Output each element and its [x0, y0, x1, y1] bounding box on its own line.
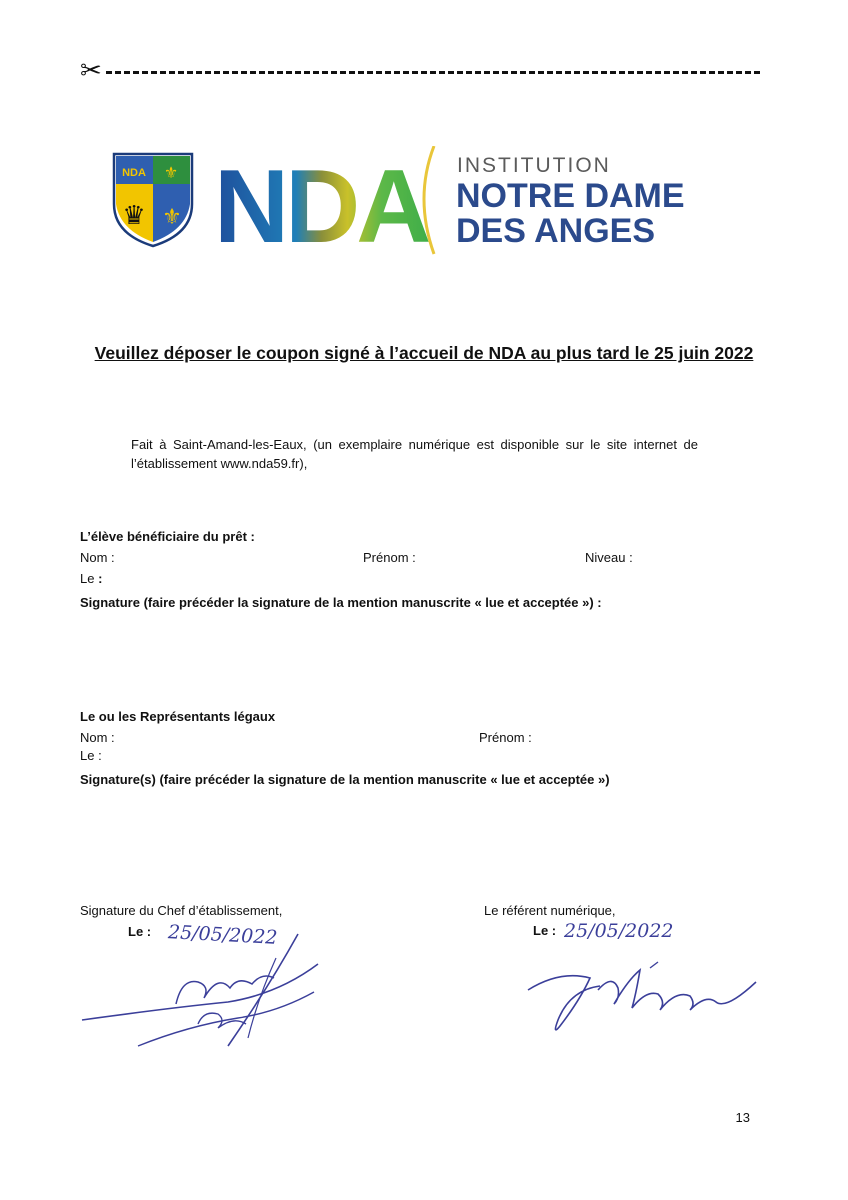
logo-graphic	[112, 146, 732, 256]
referent-date-label: Le :	[533, 923, 557, 938]
dashed-line	[106, 71, 760, 74]
referent-handwritten-date: 25/05/2022	[564, 920, 674, 942]
student-prenom-label: Prénom :	[363, 550, 416, 565]
referent-signature-label: Le référent numérique,	[484, 903, 616, 918]
student-niveau-label: Niveau :	[585, 550, 633, 565]
logo-acronym: NDA	[214, 149, 428, 256]
chef-signature-label: Signature du Chef d’établissement,	[80, 903, 283, 918]
crest-shield	[114, 154, 192, 246]
representatives-prenom-label: Prénom :	[479, 730, 532, 745]
svg-text:⚜: ⚜	[162, 205, 182, 230]
cut-line	[80, 56, 760, 86]
institution-logo	[112, 146, 732, 256]
student-heading: L’élève bénéficiaire du prêt :	[80, 529, 255, 544]
intro-paragraph: Fait à Saint-Amand-les-Eaux, (un exemplaire numérique est disponible sur le site internet de l’établissement www.nda59.fr),	[131, 437, 698, 471]
representatives-heading: Le ou les Représentants légaux	[80, 709, 276, 724]
svg-text:⚜: ⚜	[163, 163, 179, 182]
logo-line-notre-dame: NOTRE DAME	[456, 177, 685, 215]
referent-signature	[520, 950, 765, 1040]
logo-line-des-anges: DES ANGES	[456, 212, 656, 250]
scissors-icon: ✂	[80, 56, 102, 86]
logo-line-institution: INSTITUTION	[457, 154, 611, 177]
representatives-signature-label: Signature(s) (faire précéder la signature de la mention manuscrite « lue et acceptée »)	[80, 772, 610, 787]
student-signature-label: Signature (faire précéder la signature de la mention manuscrite « lue et acceptée ») :	[80, 595, 602, 610]
chef-date-label: Le :	[128, 924, 152, 939]
page-title: Veuillez déposer le coupon signé à l’accueil de NDA au plus tard le 25 juin 2022	[94, 343, 754, 363]
representatives-nom-label: Nom :	[80, 730, 115, 745]
page-number: 13	[735, 1110, 750, 1125]
crest-initials: NDA	[122, 167, 146, 179]
svg-text:♛: ♛	[122, 201, 146, 231]
student-nom-label: Nom :	[80, 550, 115, 565]
chef-signature	[78, 928, 328, 1058]
chef-handwritten-date: 25/05/2022	[167, 921, 279, 949]
representatives-date-label: Le :	[80, 748, 102, 763]
student-date-label: Le :	[80, 571, 103, 586]
